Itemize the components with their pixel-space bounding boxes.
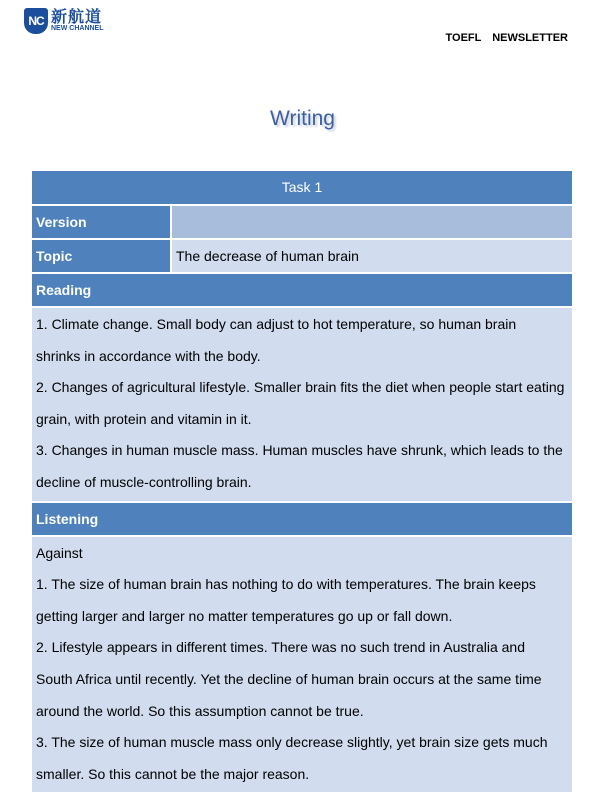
topic-value: The decrease of human brain <box>172 240 572 272</box>
logo-shield-icon: NC <box>24 8 48 34</box>
reading-line: shrinks in accordance with the body. <box>36 347 261 364</box>
reading-line: 2. Changes of agricultural lifestyle. Smaller brain fits the diet when people start eating <box>36 379 565 396</box>
logo-english-name: NEW CHANNEL <box>51 25 104 32</box>
task-table <box>32 171 572 792</box>
listening-line: 3. The size of human muscle mass only decrease slightly, yet brain size gets much <box>36 734 548 751</box>
topic-label: Topic <box>32 240 170 272</box>
listening-line: getting larger and larger no matter temperatures go up or fall down. <box>36 607 453 624</box>
page-title: Writing <box>270 107 335 130</box>
version-label: Version <box>32 206 170 238</box>
listening-line: 2. Lifestyle appears in different times. There was no such trend in Australia and <box>36 639 525 656</box>
reading-header: Reading <box>32 274 572 306</box>
listening-line: 1. The size of human brain has nothing to do with temperatures. The brain keeps <box>36 576 536 593</box>
listening-line: South Africa until recently. Yet the decline of human brain occurs at the same time <box>36 670 542 687</box>
reading-line: decline of muscle-controlling brain. <box>36 473 252 490</box>
reading-line: grain, with protein and vitamin in it. <box>36 410 252 427</box>
version-row <box>32 206 572 238</box>
listening-line: smaller. So this cannot be the major reason. <box>36 765 310 782</box>
listening-header: Listening <box>32 503 572 535</box>
task-header: Task 1 <box>32 171 572 204</box>
logo-text <box>51 8 104 33</box>
reading-line: 1. Climate change. Small body can adjust to hot temperature, so human brain <box>36 316 517 332</box>
listening-line: around the world. So this assumption cannot be true. <box>36 702 364 719</box>
listening-body <box>32 537 572 792</box>
logo-chinese-name: 新航道 <box>51 7 103 26</box>
topic-row <box>32 240 572 272</box>
version-value <box>172 206 572 238</box>
reading-line: 3. Changes in human muscle mass. Human muscles have shrunk, which leads to the <box>36 442 563 459</box>
listening-line: Against <box>36 544 83 561</box>
brand-logo <box>24 8 104 34</box>
reading-body <box>32 308 572 501</box>
newsletter-label: TOEFL NEWSLETTER <box>445 32 568 44</box>
